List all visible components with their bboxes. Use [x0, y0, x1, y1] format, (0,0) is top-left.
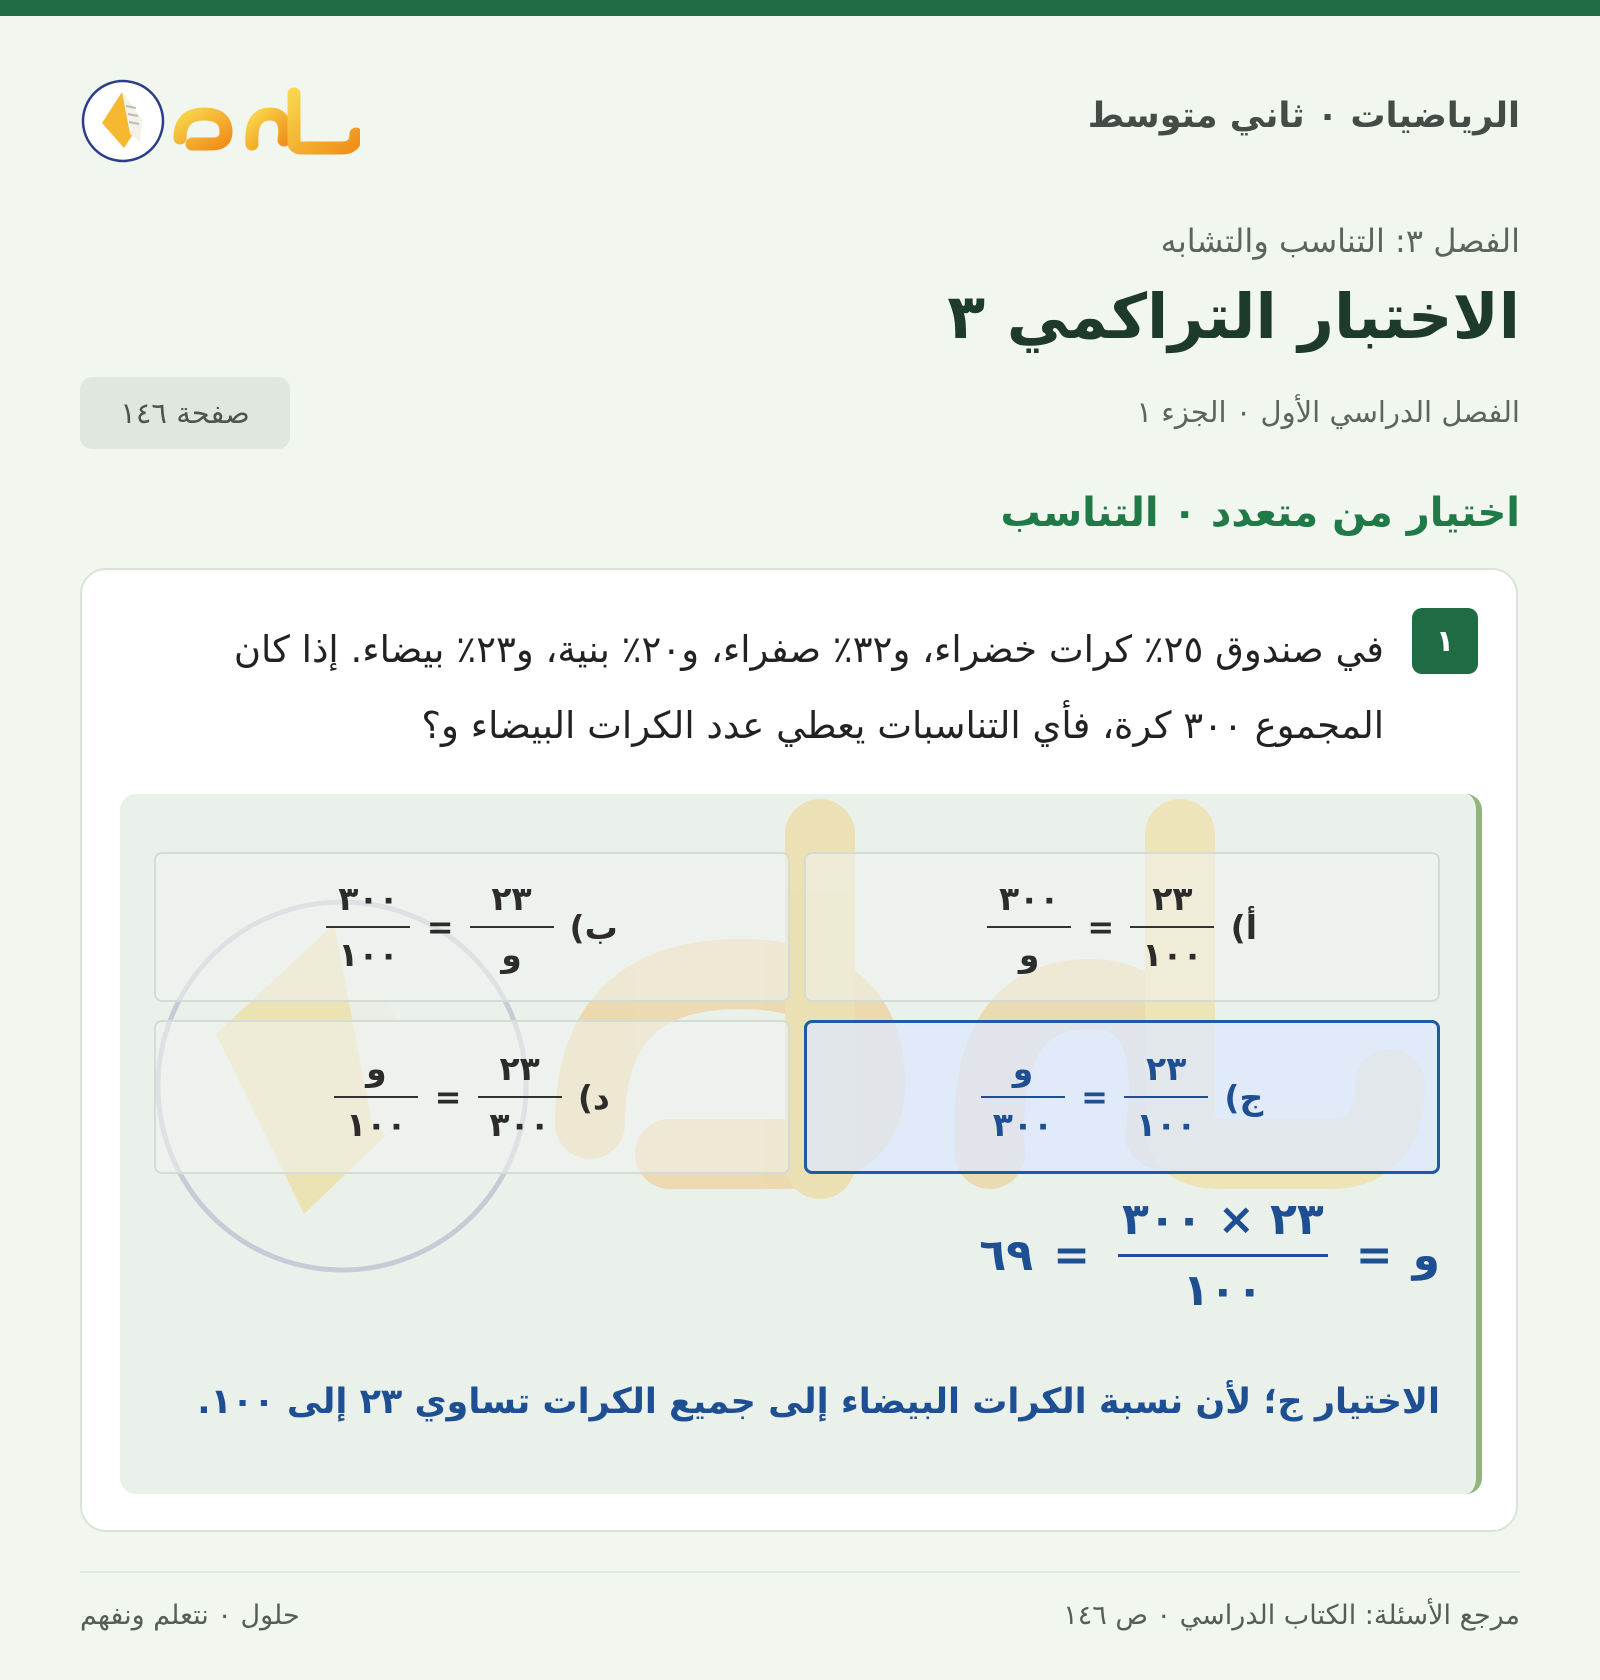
- equals-sign: =: [1053, 1229, 1090, 1281]
- solution-fraction: [1110, 1190, 1336, 1321]
- option-letter: أ): [1230, 907, 1258, 947]
- chapter-label: الفصل ٣: التناسب والتشابه: [1160, 222, 1520, 260]
- fraction-bar: [981, 1096, 1065, 1098]
- fraction-bar: [334, 1096, 418, 1098]
- fraction-bar: [1130, 926, 1214, 928]
- numerator: ٢٣: [1152, 879, 1193, 918]
- question-number-badge: ١: [1412, 608, 1478, 674]
- fraction-bar: [470, 926, 554, 928]
- numerator: ٢٣: [499, 1049, 540, 1088]
- numerator: ٢٣: [491, 879, 532, 918]
- right-fraction: [334, 1046, 418, 1148]
- option-d-equation: [156, 1022, 788, 1172]
- right-fraction: [981, 1046, 1065, 1148]
- solution-result: ٦٩: [979, 1229, 1034, 1281]
- right-fraction: [326, 876, 410, 978]
- equals-sign: =: [434, 1078, 462, 1116]
- denominator: ٣٠٠: [489, 1105, 550, 1144]
- solution-numerator: ٢٣ × ٣٠٠: [1121, 1193, 1324, 1245]
- equals-sign: =: [426, 908, 454, 946]
- fraction-bar: [1124, 1096, 1208, 1098]
- fraction-bar: [478, 1096, 562, 1098]
- answer-area: [120, 794, 1482, 1494]
- denominator: ٣٠٠: [992, 1105, 1054, 1144]
- option-c-selected[interactable]: [804, 1020, 1440, 1174]
- semester-label: الفصل الدراسي الأول ٠ الجزء ١: [1136, 395, 1520, 429]
- numerator: ٣٠٠: [338, 879, 399, 918]
- page-number-badge: صفحة ١٤٦: [80, 377, 290, 449]
- footer-tagline: حلول ٠ نتعلم ونفهم: [80, 1600, 300, 1631]
- answer-explanation: الاختيار ج؛ لأن نسبة الكرات البيضاء إلى جميع الكرات تساوي ٢٣ إلى ١٠٠.: [197, 1382, 1440, 1422]
- option-d[interactable]: [154, 1020, 790, 1174]
- option-c-equation: [807, 1023, 1437, 1171]
- right-fraction: [987, 876, 1071, 978]
- option-a[interactable]: [804, 852, 1440, 1002]
- numerator: و: [366, 1049, 387, 1088]
- option-letter: ب): [569, 907, 618, 947]
- numerator: ٢٣: [1146, 1049, 1187, 1088]
- solution-equation: [979, 1190, 1440, 1320]
- left-fraction: [1124, 1046, 1208, 1148]
- option-b-equation: [156, 854, 788, 1000]
- equals-sign: =: [1355, 1229, 1393, 1281]
- fraction-bar: [987, 926, 1071, 928]
- solution-denominator: ١٠٠: [1182, 1264, 1264, 1316]
- denominator: ١٠٠: [338, 935, 399, 974]
- top-accent-bar: [0, 0, 1600, 16]
- footer-reference: مرجع الأسئلة: الكتاب الدراسي ٠ ص ١٤٦: [1063, 1600, 1520, 1631]
- logo-icon: [80, 68, 360, 168]
- equals-sign: =: [1081, 1078, 1108, 1116]
- equals-sign: =: [1087, 908, 1115, 946]
- option-b[interactable]: [154, 852, 790, 1002]
- fraction-bar: [326, 926, 410, 928]
- left-fraction: [470, 876, 554, 978]
- denominator: ١٠٠: [346, 1105, 407, 1144]
- footer-divider: [80, 1571, 1520, 1573]
- option-letter: د): [577, 1077, 610, 1117]
- section-title: اختيار من متعدد ٠ التناسب: [1000, 490, 1520, 536]
- denominator: و: [501, 935, 522, 974]
- numerator: ٣٠٠: [998, 879, 1060, 918]
- denominator: ١٠٠: [1142, 935, 1203, 974]
- numerator: و: [1012, 1049, 1034, 1088]
- option-a-equation: [806, 854, 1438, 1000]
- question-text: في صندوق ٢٥٪ كرات خضراء، و٣٢٪ صفراء، و٢٠٪ بنية، و٢٣٪ بيضاء. إذا كان المجموع ٣٠٠ كرة، فأي التناسبات يعطي عدد الكرات البيضاء و؟: [233, 628, 1384, 747]
- option-letter: ج): [1224, 1077, 1264, 1117]
- page-title: الاختبار التراكمي ٣: [947, 280, 1520, 353]
- subject-label: الرياضيات ٠ ثاني متوسط: [1087, 96, 1520, 136]
- left-fraction: [477, 1046, 561, 1148]
- denominator: و: [1018, 935, 1040, 974]
- fraction-bar: [1118, 1254, 1328, 1257]
- solution-variable: و: [1412, 1229, 1440, 1281]
- denominator: ١٠٠: [1135, 1105, 1197, 1144]
- question-card: [80, 568, 1518, 1532]
- left-fraction: [1130, 876, 1214, 978]
- brand-logo[interactable]: [80, 68, 360, 168]
